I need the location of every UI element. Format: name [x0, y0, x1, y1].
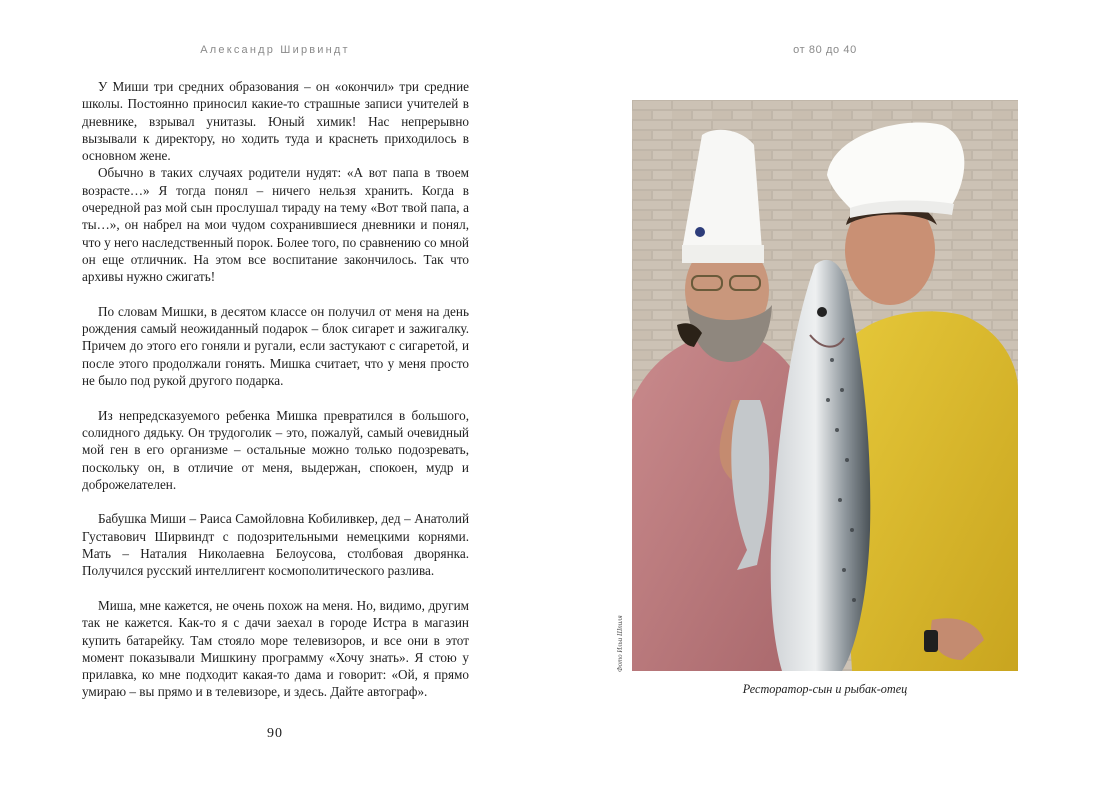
- paragraph-4: Из непредсказуемого ребенка Мишка превратился в большого, солидного дядьку. Он трудоголик – это, пожалуй, самый очевидный мой ген в его организме – остальные можно только подозревать, поскольку он, в отличие от меня, выдержан, спокоен, мудр и доброжелателен.: [82, 407, 469, 492]
- paragraph-3: По словам Мишки, в десятом классе он получил от меня на день рождения самый неожиданный подарок – блок сигарет и зажигалку. Причем до этого его гоняли и ругали, если застукают с сигаретой, и после этого продолжали гонять. Мишка считает, что у меня просто не было под рукой другого подарка.: [82, 303, 469, 389]
- paragraph-2: Обычно в таких случаях родители нудят: «А вот папа в твоем возрасте…» Я тогда понял – ничего нельзя хранить. Когда в очередной раз мой сын прослушал тираду на тему «Вот твой папа, а ты…», он набрел на мои чудом сохранившиеся дневники и понял, что у него наследственный порок. Более того, по сравнению со мной он еще отличник. На этом все воспитание закончилось. Так что архивы нужно сжигать!: [82, 165, 469, 285]
- photo-credit: Фото Ильи Шпиля: [616, 615, 624, 672]
- right-page: [550, 0, 1100, 802]
- paragraph-1: У Миши три средних образования – он «окончил» три средние школы. Постоянно приносил какие-то страшные записи учителей в дневнике, взрывал унитазы. Юный химик! Нас непрерывно вызывали к директору, но ходить туда и краснеть приходилось в основном жене.: [82, 79, 469, 164]
- paragraph-5: Бабушка Миши – Раиса Самойловна Кобиливкер, дед – Анатолий Густавович Ширвиндт с подозрительными немецкими корнями. Мать – Наталия Николаевна Белоусова, столбовая дворянка. Получился русский интеллигент космополитического разлива.: [82, 511, 469, 579]
- photo-illustration: [632, 100, 1018, 671]
- running-head-author: Александр Ширвиндт: [200, 44, 350, 56]
- body-text: [82, 78, 469, 701]
- photo-chefs-with-fish: [632, 100, 1018, 671]
- paragraph-6: Миша, мне кажется, не очень похож на меня. Но, видимо, другим так не кажется. Как-то я с дачи заехал в городе Истра в магазин купить батарейку. Там стояло море телевизоров, и все они в этот момент показывали Мишкину программу «Хочу знать». Я стою у прилавка, ко мне подходит какая-то дама и говорит: «Ой, я прямо умираю – вы прямо и в телевизоре, и здесь. Дайте автограф».: [82, 597, 469, 700]
- page-number: 90: [267, 726, 283, 741]
- running-head-chapter: от 80 до 40: [793, 44, 857, 56]
- photo-caption: Ресторатор-сын и рыбак-отец: [742, 682, 908, 696]
